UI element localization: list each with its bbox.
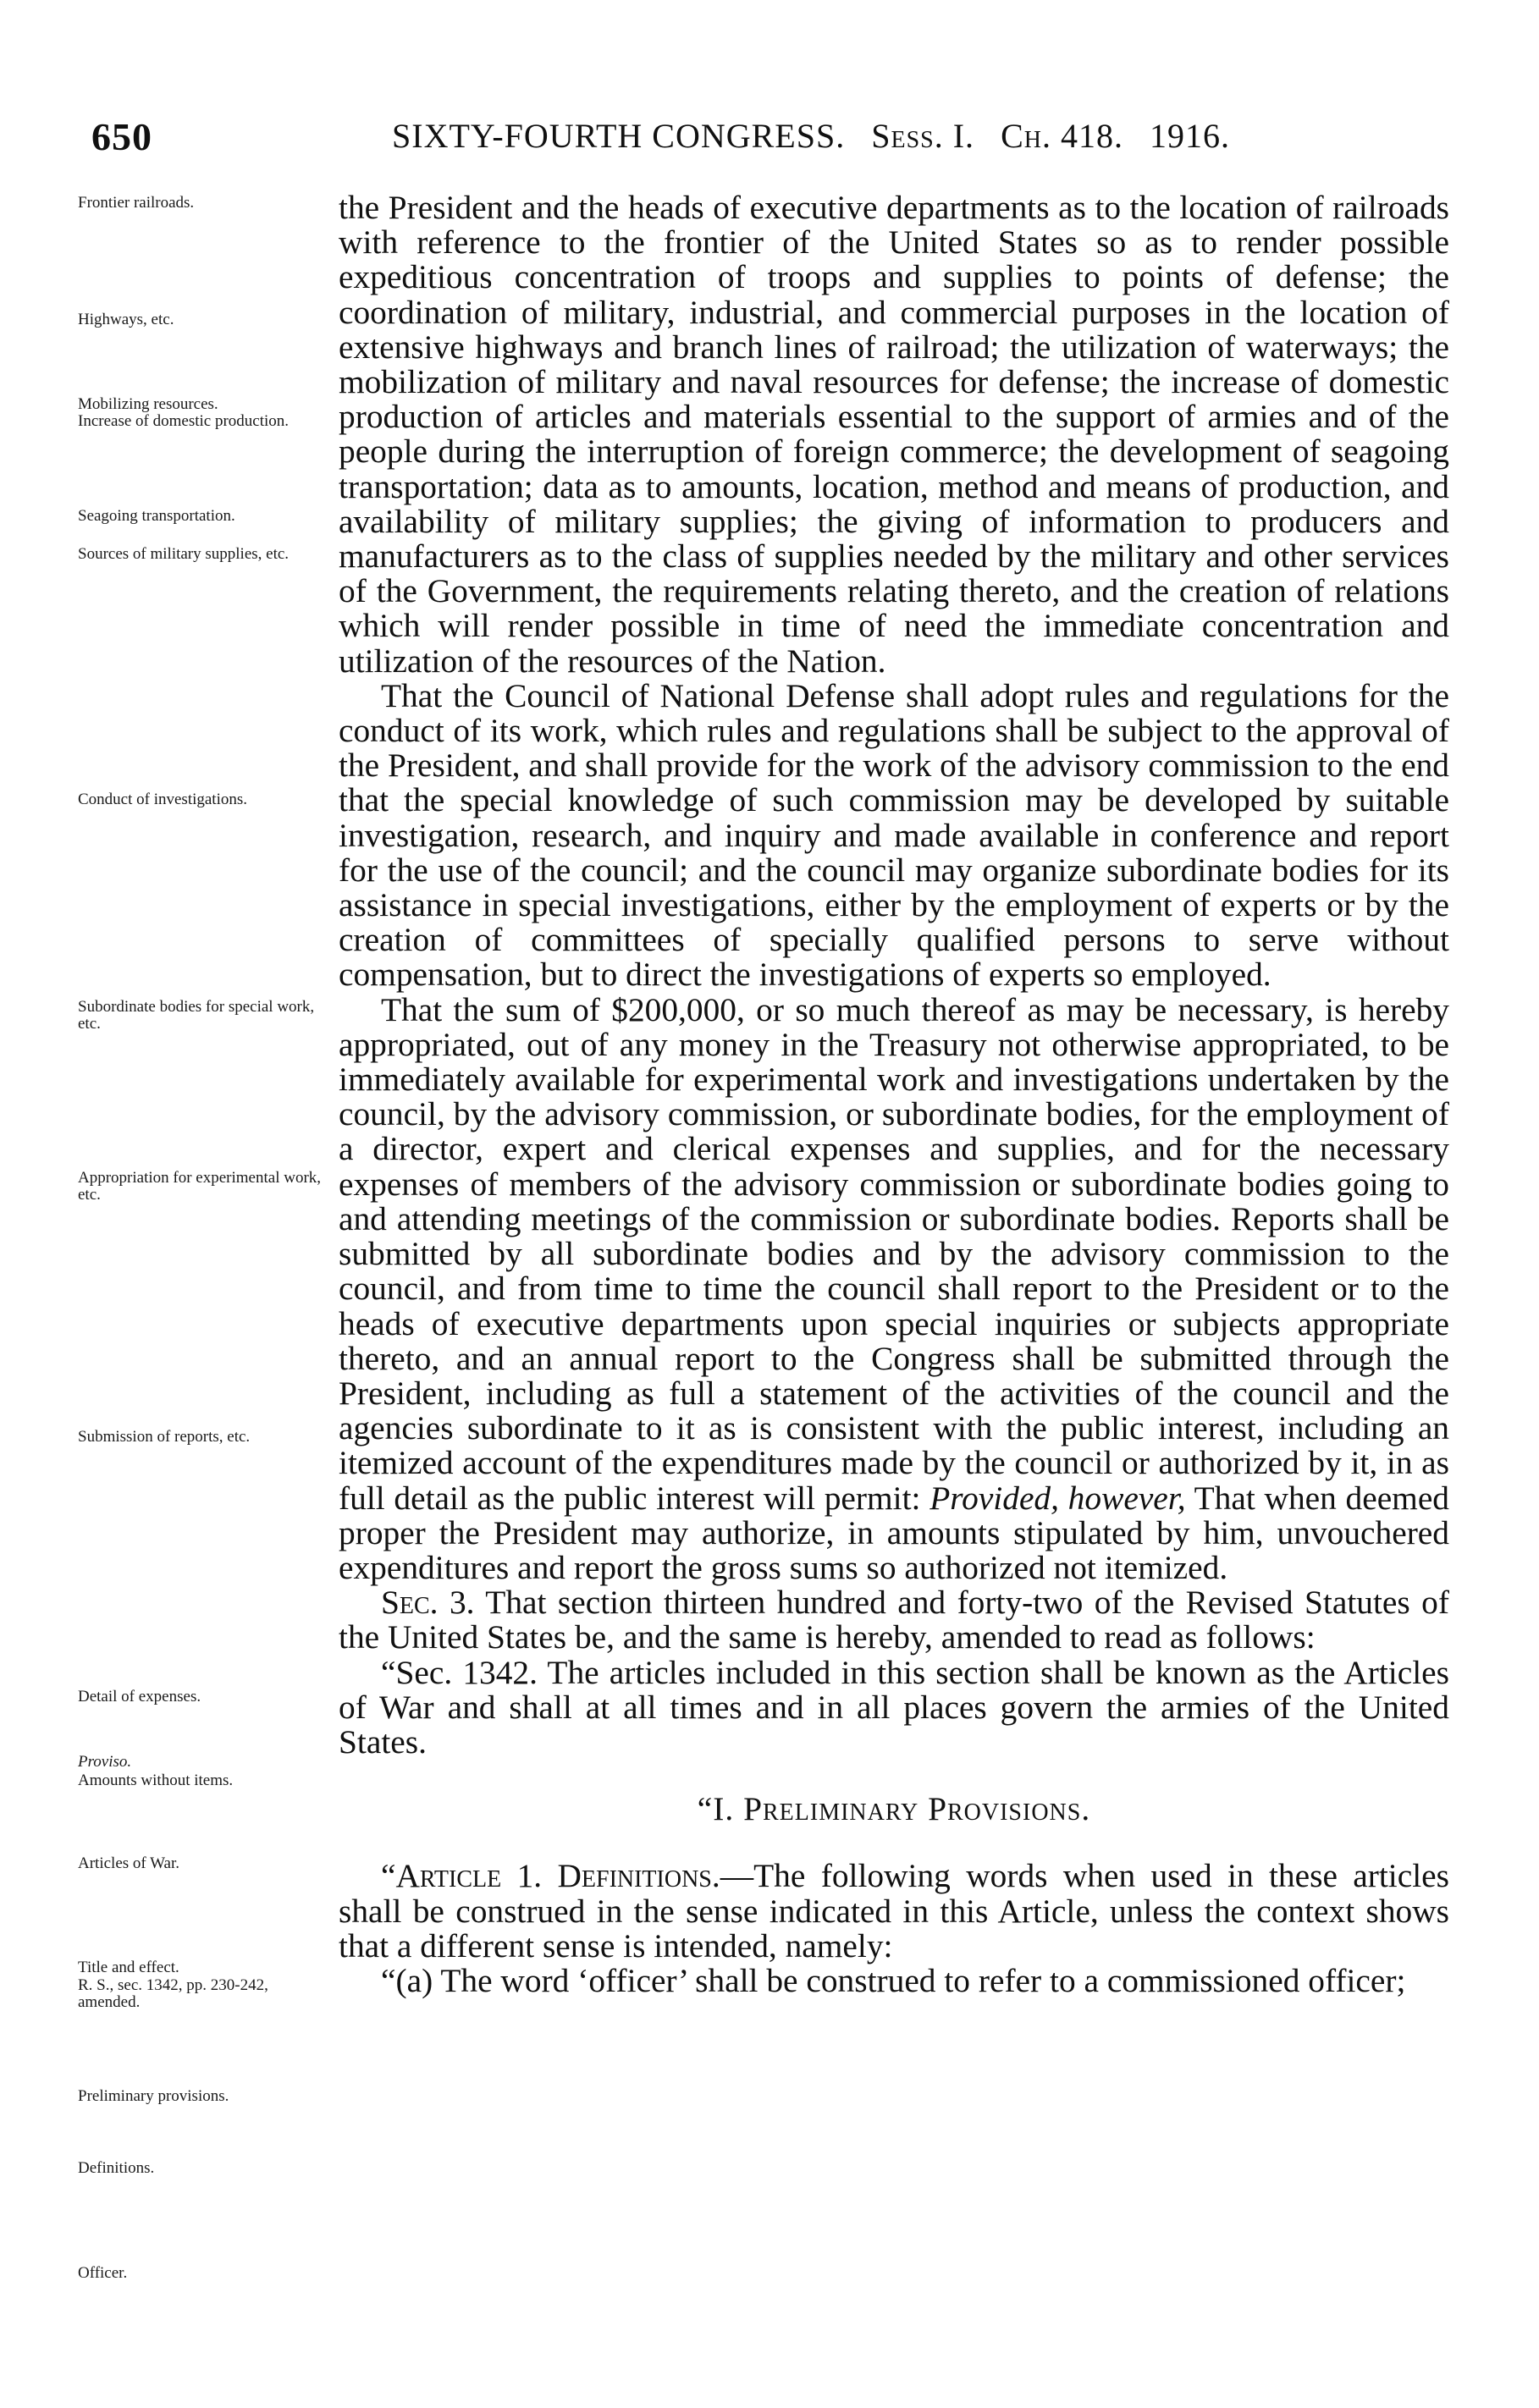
note-domestic-production: Increase of domestic production.	[78, 412, 290, 430]
note-military-supplies: Sources of military supplies, etc.	[78, 545, 290, 563]
note-proviso	[78, 1754, 332, 1771]
article-1-label: “Article 1. Definitions.	[381, 1857, 720, 1895]
note-investigations: Conduct of investigations.	[78, 791, 248, 808]
paragraph-section-3	[339, 1585, 1449, 1655]
running-head	[392, 116, 1247, 156]
note-rs-citation: R. S., sec. 1342, pp. 230-242, amended.	[78, 1976, 268, 2011]
note-expenses: Detail of expenses.	[78, 1688, 201, 1705]
note-highways: Highways, etc.	[78, 311, 174, 328]
year-label: 1916.	[1149, 117, 1230, 155]
note-appropriation: Appropriation for experimental work, etc.	[78, 1169, 322, 1204]
statute-text	[339, 190, 1449, 1998]
appropriation-text: That the sum of $200,000, or so much thereof as may be necessary, is hereby appropriated, out of any money in the Treasury not otherwise appropriated, to be immediately available for experimental work and investigations undertaken by the council, by the advisory commission, or subordinate bodies, for the employment of a director, expert and clerical expenses and supplies, and for the necessary expenses of members of the advisory commission or subordinate bodies going to and attending meetings of the commission or subordinate bodies. Reports shall be submitted by all subordinate bodies and by the advisory commission to the council, and from time to time the council shall report to the President or to the heads of executive departments upon special inquiries or subjects appropriate thereto, and an annual report to the Congress shall be submitted through the President, including as full a statement of the activities of the council and the agencies subordinate to it as is consistent with the public interest, including an itemized account of the expenditures made by the council or authorized by it, in as full detail as the public interest will permit:	[339, 990, 1449, 1517]
page-header	[91, 114, 1463, 165]
congress-title: SIXTY-FOURTH CONGRESS.	[392, 117, 846, 155]
note-subordinate-bodies: Subordinate bodies for special work, etc.	[78, 998, 315, 1033]
note-title-effect: Title and effect.	[78, 1959, 179, 1976]
note-definitions: Definitions.	[78, 2159, 155, 2177]
section-3-text: That section thirteen hundred and forty-two of the Revised Statutes of the United States be, and the same is hereby, amended to read as follows:	[339, 1584, 1449, 1656]
chapter-label: Ch. 418.	[1001, 117, 1123, 155]
proviso-label: Proviso.	[78, 1753, 132, 1771]
note-preliminary: Preliminary provisions.	[78, 2087, 229, 2105]
provided-however: Provided, however,	[929, 1479, 1186, 1517]
note-frontier-railroads: Frontier railroads.	[78, 194, 195, 212]
note-seagoing: Seagoing transportation.	[78, 507, 235, 525]
paragraph-rules: That the Council of National Defense shall adopt rules and regulations for the conduct of its work, which rules and regulations shall be subject to the approval of the President, and shall provide for the work of the advisory commission to the end that the special knowledge of such commission may be developed by suitable investigation, research, and inquiry and made available in conference and report for the use of the council; and the council may organize subordinate bodies for its assistance in special investigations, either by the employment of experts or by the creation of committees of specially qualified persons to serve without compensation, but to direct the investigations of experts so employed.	[339, 676, 1449, 994]
paragraph-appropriation	[339, 990, 1449, 1586]
note-reports: Submission of reports, etc.	[78, 1428, 251, 1446]
page-number: 650	[91, 115, 152, 158]
note-officer: Officer.	[78, 2264, 128, 2282]
session-label: Sess. I.	[871, 117, 975, 155]
preliminary-provisions-heading: “I. Preliminary Provisions.	[697, 1790, 1091, 1828]
article-1-text: —The following words when used in these articles shall be construed in the sense indicated in this Article, unless the context shows that a different sense is intended, namely:	[339, 1857, 1449, 1964]
paragraph-frontier: the President and the heads of executive departments as to the location of railroads with reference to the frontier of the United States so as to render possible expeditious concentration of troops and supplies to points of defense; the coordination of military, industrial, and commercial purposes in the location of extensive highways and branch lines of railroad; the utilization of waterways; the mobilization of military and naval resources for defense; the increase of domestic production of articles and materials essential to the support of armies and of the people during the interruption of foreign commerce; the development of seagoing transportation; data as to amounts, location, method and means of production, and availability of military supplies; the giving of information to producers and manufacturers as to the class of supplies needed by the military and other services of the Government, the requirements relating thereto, and the creation of relations which will render possible in time of need the immediate concentration and utilization of the resources of the Nation.	[339, 189, 1449, 680]
proviso-text: That when deemed proper the President may authorize, in amounts stipulated by him, unvouchered expenditures and report the gross sums so authorized not itemized.	[339, 1479, 1449, 1586]
section-3-label: Sec. 3.	[381, 1584, 475, 1622]
paragraph-officer-definition: “(a) The word ‘officer’ shall be construed to refer to a commissioned officer;	[381, 1961, 1406, 1999]
paragraph-article-1	[339, 1859, 1449, 1964]
note-mobilizing: Mobilizing resources.	[78, 395, 218, 413]
note-amounts-without-items: Amounts without items.	[78, 1772, 234, 1789]
paragraph-section-1342: “Sec. 1342. The articles included in this section shall be known as the Articles of War and shall at all times and in all places govern the armies of the United States.	[339, 1653, 1449, 1761]
note-articles-of-war: Articles of War.	[78, 1854, 180, 1872]
